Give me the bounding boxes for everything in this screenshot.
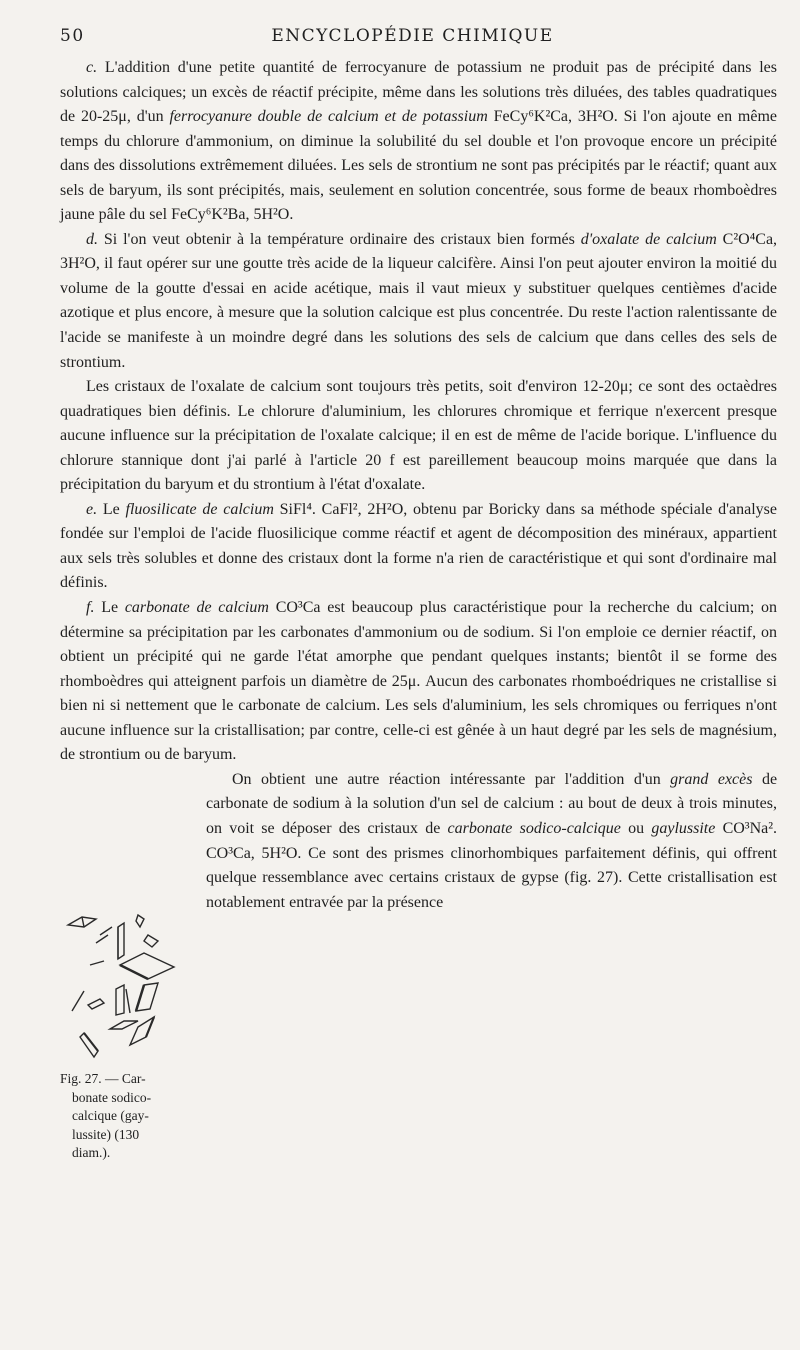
- paragraph-e: [60, 498, 777, 596]
- label-d: d.: [86, 230, 98, 248]
- text-d2: C²O⁴Ca, 3H²O, il faut opérer sur une goutte très acide de la liqueur calcifère. Ainsi l'on peut ajouter environ la moitié du volume de la goutte d'essai en acide acétique, mais il vaut mieux y substituer quelques centièmes d'acide azotique et plus encore, à mesure que la solution calcique est plus concentrée. Du reste l'action ralentissante de l'acide se manifeste à un moindre degré dans les solutions des sels de calcium que dans celles des sels de strontium.: [60, 230, 778, 371]
- text-c1: L'addition d'une petite quantité de ferrocyanure de potassium ne produit pas de précipité dans les solutions calciques; un excès de réactif précipite, même dans les solutions très diluées, des tables quadratiques de 20-25μ, d'un: [60, 59, 778, 126]
- label-f: f.: [86, 599, 95, 617]
- caption-line-4: lussite) (130: [72, 1126, 140, 1142]
- text-g2: de carbonate de sodium à la solution d'un sel de calcium : au bout de deux à trois minutes, on voit se déposer des cristaux de: [206, 770, 778, 837]
- caption-line-3: calcique (gay-: [72, 1108, 149, 1123]
- crystal-figure: [60, 905, 200, 1065]
- paragraph-f: [60, 596, 777, 768]
- figure-caption: [60, 1070, 196, 1163]
- gaylussite-crystals-illustration: [60, 905, 200, 1070]
- italic-g2: carbonate sodico-calcique: [447, 819, 621, 837]
- text-g3: ou: [628, 819, 645, 837]
- caption-line-1: Fig. 27. — Car-: [60, 1071, 146, 1086]
- italic-c: ferrocyanure double de calcium et de potassium: [169, 108, 488, 126]
- text-g4: CO³Na². CO³Ca, 5H²O. Ce sont des prismes clinorhombiques parfaitement définis, qui offrent quelque ressemblance avec certains cristaux de gypse (fig. 27). Cette cristallisation est notablement entravée par la présence: [206, 819, 778, 911]
- italic-e: fluosilicate de calcium: [125, 500, 274, 518]
- caption-line-5: diam.).: [72, 1145, 111, 1160]
- paragraph-d2: Les cristaux de l'oxalate de calcium sont toujours très petits, soit d'environ 12-20μ; ce sont des octaèdres quadratiques bien définis. Le chlorure d'aluminium, les chlorures chromique et ferrique n'exercent presque aucune influence sur la précipitation de l'oxalate calcique; il en est de même de l'acide borique. L'influence du chlorure stannique dont j'ai parlé à l'article 20 f est pareillement beaucoup moins marquée que dans la précipitation du baryum et du strontium à l'état d'oxalate.: [60, 378, 777, 494]
- page-header: [60, 26, 765, 54]
- text-d1: Si l'on veut obtenir à la température ordinaire des cristaux bien formés: [103, 230, 575, 248]
- caption-line-2: bonate sodico-: [72, 1089, 152, 1105]
- italic-g3: gaylussite: [651, 819, 716, 837]
- text-e2: SiFl⁴. CaFl², 2H²O, obtenu par Boricky dans sa méthode spéciale d'analyse fondée sur l'emploi de l'acide fluosilicique comme réactif et agent de décomposition des minéraux, appartient aux sels très solubles et donne des cristaux dont la forme n'a rien de caractéristique et qui sont d'ordinaire mal définis.: [60, 500, 778, 592]
- paragraph-c: [60, 56, 777, 228]
- text-e1: Le: [102, 500, 120, 518]
- page-number: 50: [60, 26, 85, 46]
- italic-g1: grand excès: [670, 770, 753, 788]
- text-f1: Le: [101, 599, 119, 617]
- label-e: e.: [86, 500, 98, 518]
- text-f2: CO³Ca est beaucoup plus caractéristique pour la recherche du calcium; on détermine sa précipitation par les carbonates d'ammonium ou de sodium. Si l'on emploie ce dernier réactif, on obtient un précipité qui ne garde l'état amorphe que pendant quelques instants; bientôt il se forme des rhomboèdres qui atteignent parfois un diamètre de 25μ. Aucun des carbonates rhomboédriques ne cristallise si bien ni si nettement que le carbonate de calcium. Les sels d'aluminium, les sels chromiques ou ferriques n'ont aucune influence sur la cristallisation; par contre, celle-ci est gênée à un haut degré par les sels de magnésium, de strontium ou de baryum.: [60, 599, 778, 764]
- label-c: c.: [86, 59, 98, 76]
- italic-d: d'oxalate de calcium: [580, 230, 717, 248]
- italic-f: carbonate de calcium: [124, 599, 269, 617]
- text-g1: On obtient une autre réaction intéressante par l'addition d'un: [232, 770, 661, 788]
- paragraph-d: [60, 228, 777, 375]
- running-title: ENCYCLOPÉDIE CHIMIQUE: [271, 26, 554, 46]
- text-c2: FeCy⁶K²Ca, 3H²O. Si l'on ajoute en même temps du chlorure d'ammonium, on diminue la solubilité du sel double et l'on provoque encore un précipité dans des dissolutions extrêmement diluées. Les sels de strontium ne sont pas précipités par le réactif; quant aux sels de baryum, ils sont précipités, mais, seulement en solution concentrée, sous forme de beaux rhomboèdres jaune pâle du sel FeCy⁶K²Ba, 5H²O.: [60, 108, 778, 224]
